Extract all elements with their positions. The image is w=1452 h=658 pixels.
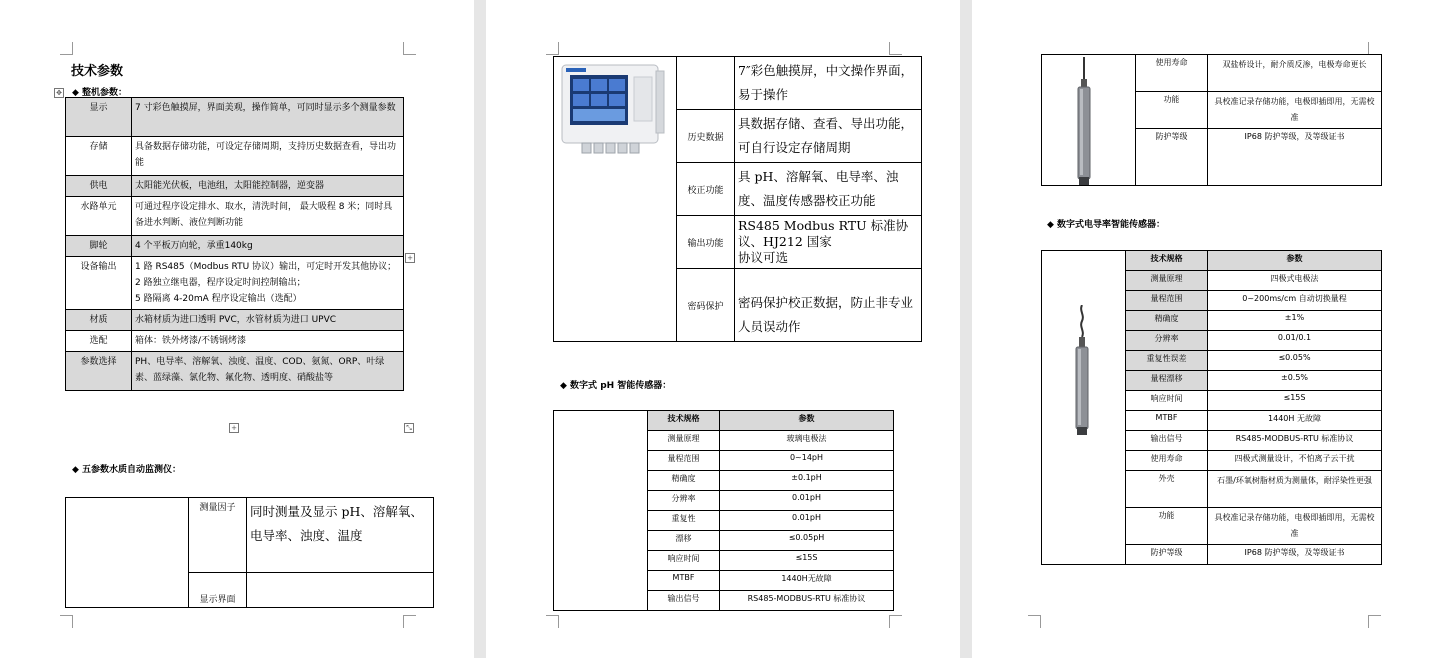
feature-value: 7″彩色触摸屏，中文操作界面，易于操作 — [735, 57, 922, 110]
spec-label: 分辨率 — [648, 491, 720, 511]
feature-value: 具数据存储、查看、导出功能，可自行设定存储周期 — [735, 110, 922, 163]
spec-label: 重复性 — [648, 511, 720, 531]
spec-label: 测量原理 — [648, 431, 720, 451]
spec-value: IP68 防护等级，及等级证书 — [1208, 129, 1382, 186]
spec-label: 防护等级 — [1136, 129, 1208, 186]
spec-label: 精确度 — [648, 471, 720, 491]
param-value: 4 个平板万向轮，承重140kg — [132, 236, 404, 257]
spec-value: 四极式电极法 — [1208, 271, 1382, 291]
table-row — [554, 57, 922, 110]
param-value: 7 寸彩色触摸屏，界面美观，操作简单，可同时显示多个测量参数 — [132, 98, 404, 137]
spec-label: 量程范围 — [648, 451, 720, 471]
spec-label: 功能 — [1126, 508, 1208, 545]
feature-value: 具 pH、溶解氧、电导率、浊度、温度传感器校正功能 — [735, 163, 922, 216]
output-line: 协议可选 — [738, 250, 789, 265]
spec-value: 1440H 无故障 — [1208, 411, 1382, 431]
crop-mark — [60, 615, 73, 628]
spec-label: 外壳 — [1126, 471, 1208, 508]
spec-value: ≤15S — [1208, 391, 1382, 411]
image-cell — [66, 498, 189, 608]
section-heading: ◆ 五参数水质自动监测仪： — [72, 465, 182, 475]
spec-value: ≤0.05% — [1208, 351, 1382, 371]
feature-label: 密码保护 — [677, 269, 735, 342]
table-row — [66, 257, 404, 310]
param-label: 设备输出 — [66, 257, 132, 310]
param-label: 参数选择 — [66, 352, 132, 391]
spec-value: 0.01pH — [720, 511, 894, 531]
spec-value: 0.01/0.1 — [1208, 331, 1382, 351]
probe-image-cell — [1042, 251, 1126, 565]
analyzer-device-image — [560, 63, 670, 163]
param-label: 材质 — [66, 310, 132, 331]
section-heading: ◆ 数字式电导率智能传感器： — [1047, 220, 1166, 230]
crop-mark — [889, 615, 902, 628]
param-value — [132, 257, 404, 310]
spec-value: 玻璃电极法 — [720, 431, 894, 451]
spec-label: 重复性误差 — [1126, 351, 1208, 371]
crop-mark — [546, 42, 559, 55]
table-row — [66, 352, 404, 391]
add-row-handle[interactable]: + — [229, 423, 239, 433]
device-image-cell — [554, 57, 677, 342]
spec-value: ±0.5% — [1208, 371, 1382, 391]
param-label: 供电 — [66, 176, 132, 197]
features-table — [553, 56, 922, 342]
spec-label: 响应时间 — [648, 551, 720, 571]
table-row — [66, 197, 404, 236]
crop-mark — [889, 42, 902, 55]
param-label: 显示 — [66, 98, 132, 137]
machine-params-table — [65, 97, 404, 391]
param-label: 存储 — [66, 137, 132, 176]
spec-label: 使用寿命 — [1136, 55, 1208, 92]
spec-value: 1440H无故障 — [720, 571, 894, 591]
spec-value: RS485-MODBUS-RTU 标准协议 — [720, 591, 894, 611]
spec-value: ≤0.05pH — [720, 531, 894, 551]
row-value — [247, 573, 434, 608]
spec-label: MTBF — [1126, 411, 1208, 431]
document-page-2 — [486, 0, 960, 658]
param-label: 选配 — [66, 331, 132, 352]
spec-value: 0.01pH — [720, 491, 894, 511]
spec-value: 双盐桥设计，耐介质反渗，电极寿命更长 — [1208, 55, 1382, 92]
spec-label: 漂移 — [648, 531, 720, 551]
spec-value: 具校准记录存储功能，电极即插即用，无需校准 — [1208, 92, 1382, 129]
spec-label: 输出信号 — [648, 591, 720, 611]
table-header-row — [554, 411, 894, 431]
table-move-handle[interactable]: ✥ — [54, 88, 64, 98]
spec-value: 0~200ms/cm 自动切换量程 — [1208, 291, 1382, 311]
crop-mark — [403, 615, 416, 628]
output-line: 2 路独立继电器，程序设定时间控制输出； — [135, 278, 306, 288]
spec-value: IP68 防护等级，及等级证书 — [1208, 545, 1382, 565]
spec-value: RS485-MODBUS-RTU 标准协议 — [1208, 431, 1382, 451]
five-param-table — [65, 497, 434, 608]
spec-label: 响应时间 — [1126, 391, 1208, 411]
crop-mark — [1028, 615, 1041, 628]
crop-mark — [403, 42, 416, 55]
spec-label: 使用寿命 — [1126, 451, 1208, 471]
spec-value: 四极式测量设计，不怕离子云干扰 — [1208, 451, 1382, 471]
section-title: 技术参数 — [71, 64, 124, 79]
spec-value: 具校准记录存储功能，电极即插即用，无需校准 — [1208, 508, 1382, 545]
table-header-row — [1042, 251, 1382, 271]
spec-label: MTBF — [648, 571, 720, 591]
table-row — [1042, 55, 1382, 92]
spec-value: ±0.1pH — [720, 471, 894, 491]
row-value: 同时测量及显示 pH、溶解氧、电导率、浊度、温度 — [247, 498, 434, 573]
table-resize-handle[interactable]: ⤡ — [404, 423, 414, 433]
conductivity-sensor-table — [1041, 250, 1382, 565]
column-header: 技术规格 — [1126, 251, 1208, 271]
crop-mark — [546, 615, 559, 628]
table-row — [66, 98, 404, 137]
spec-label: 输出信号 — [1126, 431, 1208, 451]
spec-label: 精确度 — [1126, 311, 1208, 331]
crop-mark — [60, 42, 73, 55]
param-label: 水路单元 — [66, 197, 132, 236]
column-header: 参数 — [720, 411, 894, 431]
spec-label: 量程漂移 — [1126, 371, 1208, 391]
spec-label: 测量原理 — [1126, 271, 1208, 291]
conductivity-probe-image — [1072, 305, 1092, 437]
table-row — [66, 137, 404, 176]
param-value: 箱体：铁外烤漆/不锈钢烤漆 — [132, 331, 404, 352]
spec-value: 0~14pH — [720, 451, 894, 471]
table-row — [66, 310, 404, 331]
ph-sensor-table-continued — [1041, 54, 1382, 186]
ph-sensor-table — [553, 410, 894, 611]
feature-label: 输出功能 — [677, 216, 735, 269]
row-label: 测量因子 — [189, 498, 247, 573]
table-row — [66, 176, 404, 197]
crop-mark — [1368, 615, 1381, 628]
ph-probe-image — [1074, 57, 1094, 189]
feature-label: 历史数据 — [677, 110, 735, 163]
feature-label: 校正功能 — [677, 163, 735, 216]
param-label: 脚轮 — [66, 236, 132, 257]
param-value: 太阳能光伏板，电池组，太阳能控制器，逆变器 — [132, 176, 404, 197]
spec-value: ±1% — [1208, 311, 1382, 331]
param-value: 可通过程序设定排水、取水，清洗时间， 最大吸程 8 米；同时具备进水判断、液位判断功能 — [132, 197, 404, 236]
document-page-1 — [0, 0, 474, 658]
spec-label: 分辨率 — [1126, 331, 1208, 351]
add-column-handle[interactable]: + — [405, 253, 415, 263]
image-cell — [554, 411, 648, 611]
probe-image-cell — [1042, 55, 1136, 186]
spec-label: 量程范围 — [1126, 291, 1208, 311]
table-row — [66, 236, 404, 257]
output-line: 1 路 RS485（Modbus RTU 协议）输出，可定时开发其他协议； — [135, 262, 397, 272]
section-heading: ◆ 整机参数： — [72, 88, 128, 98]
section-heading: ◆ 数字式 pH 智能传感器： — [560, 381, 672, 391]
document-page-3 — [972, 0, 1452, 658]
feature-value — [735, 216, 922, 269]
spec-label: 防护等级 — [1126, 545, 1208, 565]
row-label: 显示界面 — [189, 573, 247, 608]
spec-value: 石墨/环氧树脂材质为测量体，耐浮染性更强 — [1208, 471, 1382, 508]
column-header: 技术规格 — [648, 411, 720, 431]
feature-label — [677, 57, 735, 110]
param-value: 具备数据存储功能，可设定存储周期，支持历史数据查看，导出功能 — [132, 137, 404, 176]
param-value: PH、电导率、溶解氧、浊度、温度、COD、氨氮、ORP、叶绿素、蓝绿藻、氯化物、氟化物、透明度、硝酸盐等 — [132, 352, 404, 391]
table-row — [66, 331, 404, 352]
output-line: 5 路隔离 4-20mA 程序设定输出（选配） — [135, 294, 302, 304]
table-row — [66, 498, 434, 573]
param-value: 水箱材质为进口透明 PVC，水管材质为进口 UPVC — [132, 310, 404, 331]
feature-value: 密码保护校正数据，防止非专业人员误动作 — [735, 269, 922, 342]
column-header: 参数 — [1208, 251, 1382, 271]
spec-value: ≤15S — [720, 551, 894, 571]
output-line: RS485 Modbus RTU 标准协议、HJ212 国家 — [738, 218, 909, 249]
spec-label: 功能 — [1136, 92, 1208, 129]
